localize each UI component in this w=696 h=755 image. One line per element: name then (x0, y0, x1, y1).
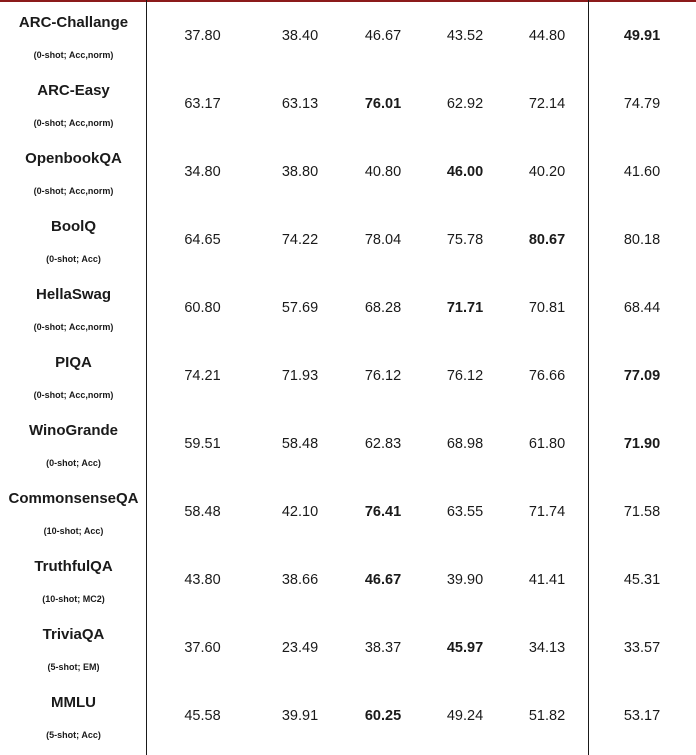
score-cell: 39.90 (446, 572, 484, 588)
table-row (0, 546, 696, 614)
table-row (0, 682, 696, 750)
score-cell: 74.79 (623, 96, 661, 112)
score-cell: 68.28 (364, 300, 402, 316)
column-divider-right (588, 0, 589, 755)
score-cell: 46.67 (364, 572, 402, 588)
benchmark-name: PIQA (55, 354, 92, 371)
score-cell: 71.58 (623, 504, 661, 520)
score-cell: 76.12 (364, 368, 402, 384)
score-cell: 58.48 (281, 436, 319, 452)
results-table (0, 2, 696, 750)
score-cell: 74.22 (281, 232, 319, 248)
benchmark-name: OpenbookQA (25, 150, 122, 167)
score-cell: 63.13 (281, 96, 319, 112)
score-cell: 78.04 (364, 232, 402, 248)
score-cell: 34.80 (184, 164, 221, 180)
benchmark-cell (0, 682, 147, 750)
score-cell: 71.93 (281, 368, 319, 384)
score-cell: 38.66 (281, 572, 319, 588)
benchmark-setting: (0-shot; Acc,norm) (33, 118, 114, 128)
score-cell: 45.31 (623, 572, 661, 588)
score-cell: 23.49 (281, 640, 319, 656)
benchmark-setting: (0-shot; Acc) (46, 458, 101, 468)
table-row (0, 138, 696, 206)
score-cell: 71.90 (623, 436, 661, 452)
score-cell: 39.91 (281, 708, 319, 724)
benchmark-name: TriviaQA (42, 626, 105, 643)
benchmark-setting: (10-shot; Acc) (43, 526, 104, 536)
benchmark-name: TruthfulQA (34, 558, 113, 575)
score-cell: 33.57 (623, 640, 661, 656)
benchmark-cell (0, 70, 147, 138)
table-row (0, 2, 696, 70)
benchmark-name: HellaSwag (35, 286, 112, 303)
score-cell: 37.60 (184, 640, 221, 656)
benchmark-setting: (0-shot; Acc) (46, 254, 101, 264)
score-cell: 53.17 (623, 708, 661, 724)
benchmark-name: BoolQ (51, 218, 96, 235)
score-cell: 63.55 (446, 504, 484, 520)
score-cell: 75.78 (446, 232, 484, 248)
score-cell: 68.44 (623, 300, 661, 316)
score-cell: 45.58 (184, 708, 221, 724)
score-cell: 43.52 (446, 28, 484, 44)
benchmark-name: CommonsenseQA (8, 490, 139, 507)
score-cell: 38.37 (364, 640, 402, 656)
benchmark-setting: (0-shot; Acc,norm) (33, 390, 114, 400)
benchmark-cell (0, 614, 147, 682)
score-cell: 76.66 (528, 368, 566, 384)
table-row (0, 478, 696, 546)
score-cell: 41.41 (528, 572, 566, 588)
score-cell: 46.00 (446, 164, 484, 180)
score-cell: 45.97 (446, 640, 484, 656)
score-cell: 60.25 (364, 708, 402, 724)
benchmark-setting: (5-shot; EM) (47, 662, 100, 672)
benchmark-setting: (5-shot; Acc) (46, 730, 101, 740)
score-cell: 64.65 (184, 232, 221, 248)
score-cell: 59.51 (184, 436, 221, 452)
table-row (0, 70, 696, 138)
score-cell: 62.83 (364, 436, 402, 452)
benchmark-cell (0, 546, 147, 614)
score-cell: 62.92 (446, 96, 484, 112)
score-cell: 71.74 (528, 504, 566, 520)
column-divider-left (146, 0, 147, 755)
benchmark-name: ARC-Easy (37, 82, 110, 99)
table-body (0, 2, 696, 750)
score-cell: 38.80 (281, 164, 319, 180)
score-cell: 80.67 (528, 232, 566, 248)
benchmark-setting: (0-shot; Acc,norm) (33, 50, 114, 60)
score-cell: 72.14 (528, 96, 566, 112)
score-cell: 51.82 (528, 708, 566, 724)
score-cell: 76.01 (364, 96, 402, 112)
score-cell: 80.18 (623, 232, 661, 248)
benchmark-setting: (0-shot; Acc,norm) (33, 322, 114, 332)
benchmark-cell (0, 2, 147, 70)
score-cell: 40.20 (528, 164, 566, 180)
table-row (0, 206, 696, 274)
benchmark-name: WinoGrande (28, 422, 119, 439)
benchmark-cell (0, 138, 147, 206)
score-cell: 57.69 (281, 300, 319, 316)
score-cell: 49.91 (623, 28, 661, 44)
score-cell: 34.13 (528, 640, 566, 656)
table-row (0, 274, 696, 342)
score-cell: 38.40 (281, 28, 319, 44)
benchmark-cell (0, 342, 147, 410)
benchmark-name: MMLU (51, 694, 96, 711)
score-cell: 76.12 (446, 368, 484, 384)
score-cell: 77.09 (623, 368, 661, 384)
benchmark-cell (0, 410, 147, 478)
score-cell: 63.17 (184, 96, 221, 112)
table-row (0, 410, 696, 478)
score-cell: 71.71 (446, 300, 484, 316)
benchmark-setting: (10-shot; MC2) (42, 594, 105, 604)
score-cell: 60.80 (184, 300, 221, 316)
benchmark-cell (0, 274, 147, 342)
score-cell: 49.24 (446, 708, 484, 724)
benchmark-name: ARC-Challange (18, 14, 129, 31)
score-cell: 40.80 (364, 164, 402, 180)
score-cell: 43.80 (184, 572, 221, 588)
score-cell: 76.41 (364, 504, 402, 520)
score-cell: 61.80 (528, 436, 566, 452)
score-cell: 68.98 (446, 436, 484, 452)
score-cell: 37.80 (184, 28, 221, 44)
table-row (0, 342, 696, 410)
score-cell: 70.81 (528, 300, 566, 316)
benchmark-cell (0, 206, 147, 274)
score-cell: 44.80 (528, 28, 566, 44)
score-cell: 42.10 (281, 504, 319, 520)
score-cell: 74.21 (184, 368, 221, 384)
score-cell: 46.67 (364, 28, 402, 44)
score-cell: 41.60 (623, 164, 661, 180)
benchmark-cell (0, 478, 147, 546)
benchmark-setting: (0-shot; Acc,norm) (33, 186, 114, 196)
score-cell: 58.48 (184, 504, 221, 520)
table-row (0, 614, 696, 682)
